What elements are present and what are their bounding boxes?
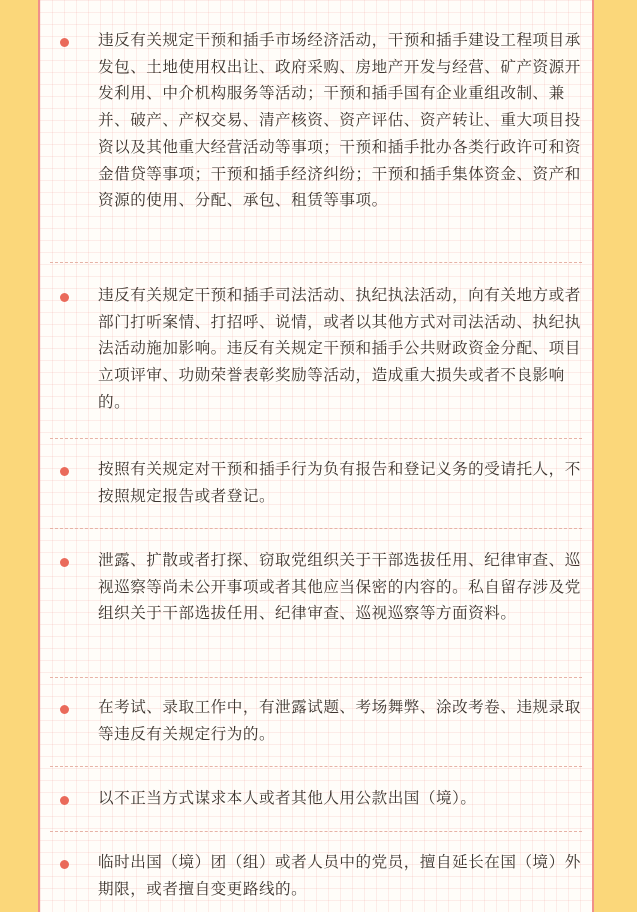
- bullet-icon: [60, 467, 69, 476]
- bullet-icon: [60, 860, 69, 869]
- divider: [50, 438, 582, 439]
- list-item-6: 以不正当方式谋求本人或者其他人用公款出国（境）。: [98, 789, 477, 807]
- list-item-1: 违反有关规定干预和插手市场经济活动，干预和插手建设工程项目承发包、土地使用权出让、政府采购、房地产开发与经营、矿产资源开发利用、中介机构服务等活动；干预和插手国有企业重组改制、兼并、破产、产权交易、清产核资、资产评估、资产转让、重大项目投资以及其他重大经营活动等事项；干预和插手批办各类行政许可和资金借贷等事项；干预和插手经济纠纷；干预和插手集体资金、资产和资源的使用、分配、承包、租赁等事项。: [98, 31, 581, 210]
- bullet-icon: [60, 558, 69, 567]
- bullet-icon: [60, 38, 69, 47]
- regulations-card: [38, 0, 594, 912]
- list-item-2: 违反有关规定干预和插手司法活动、执纪执法活动，向有关地方或者部门打听案情、打招呼、说情，或者以其他方式对司法活动、执纪执法活动施加影响。违反有关规定干预和插手公共财政资金分配、项目立项评审、功勋荣誉表彰奖励等活动，造成重大损失或者不良影响的。: [98, 286, 581, 411]
- divider: [50, 831, 582, 832]
- bullet-icon: [60, 705, 69, 714]
- list-item-3: 按照有关规定对干预和插手行为负有报告和登记义务的受请托人，不按照规定报告或者登记。: [98, 460, 581, 505]
- divider: [50, 766, 582, 767]
- list-item-7: 临时出国（境）团（组）或者人员中的党员，擅自延长在国（境）外期限，或者擅自变更路线的。: [98, 853, 581, 898]
- bullet-icon: [60, 293, 69, 302]
- bullet-icon: [60, 796, 69, 805]
- divider: [50, 528, 582, 529]
- divider: [50, 262, 582, 263]
- list-item-4: 泄露、扩散或者打探、窃取党组织关于干部选拔任用、纪律审查、巡视巡察等尚未公开事项或者其他应当保密的内容的。私自留存涉及党组织关于干部选拔任用、纪律审查、巡视巡察等方面资料。: [98, 551, 581, 623]
- list-item-5: 在考试、录取工作中，有泄露试题、考场舞弊、涂改考卷、违规录取等违反有关规定行为的。: [98, 698, 581, 743]
- divider: [50, 677, 582, 678]
